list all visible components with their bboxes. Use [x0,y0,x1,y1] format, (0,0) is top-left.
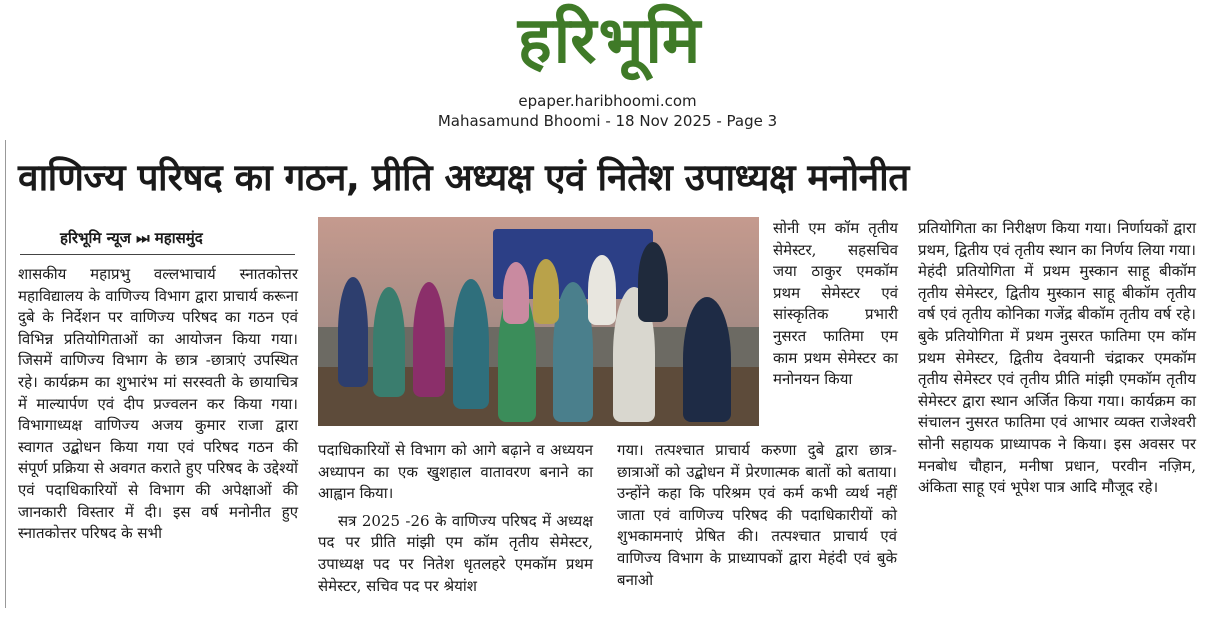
paragraph: पदाधिकारियों से विभाग को आगे बढ़ाने व अध्ययन अध्यापन का एक खुशहाल वातावरण बनाने का आह्वान किया। [318,441,593,503]
person-figure [338,277,368,387]
person-figure [503,262,529,324]
paragraph: प्रतियोगिता का निरीक्षण किया गया। निर्णायकों द्वारा प्रथम, द्वितीय एवं तृतीय स्थान का निर्णय लिया गया। मेहंदी प्रतियोगिता में प्रथम मुस्कान साहू बीकॉम तृतीय सेमेस्टर, द्वितीय मुस्कान साहू बीकॉम तृतीय वर्ष एवं तृतीय कोनिका गजेंद्र बीकॉम तृतीय वर्ष रहे। बुके प्रतियोगिता में प्रथम नुसरत फातिमा एम कॉम प्रथम सेमेस्टर, द्वितीय देवयानी चंद्राकर एमकॉम तृतीय सेमेस्टर एवं तृतीय प्रीति मांझी एमकॉम तृतीय सेमेस्टर द्वारा स्थान अर्जित किया गया। कार्यक्रम का संचालन नुसरत फातिमा एवं आभार व्यक्त राजेश्वरी सोनी सहायक प्राध्यापक ने किया। इस अवसर पर मनबोध चौहान, मनीषा प्रधान, परवीन नज़िम, अंकिता साहू एवं भूपेश पात्र आदि मौजूद रहे। [918,219,1196,497]
person-figure [373,287,405,397]
article-column-3-bottom [617,440,897,591]
event-photo [318,217,759,426]
article-headline: वाणिज्य परिषद का गठन, प्रीति अध्यक्ष एवं नितेश उपाध्यक्ष मनोनीत [18,156,909,199]
person-figure [413,282,445,397]
person-figure [553,282,593,422]
article-column-2 [318,440,593,597]
article-column-4 [918,218,1196,499]
person-figure [683,297,731,422]
haribhoomi-logo: हरिभूमि [517,4,703,78]
byline: हरिभूमि न्यूज ⏭ महासमुंद [60,229,203,247]
person-figure [533,259,559,324]
paragraph: गया। तत्पश्चात प्राचार्य करुणा दुबे द्वारा छात्र-छात्राओं को उद्बोधन में प्रेरणात्मक बातों को बताया। उन्होंने कहा कि परिश्रम एवं कर्म कभी व्यर्थ नहीं जाता एवं वाणिज्य परिषद की पदाधिकारीयों को शुभकामनाएं प्रेषित की। तत्पश्चात प्राचार्य एवं वाणिज्य विभाग के प्राध्यापकों द्वारा मेहंदी एवं बुके बनाओ [617,441,897,589]
site-url[interactable]: epaper.haribhoomi.com [518,92,697,110]
person-figure [638,242,668,322]
person-figure [588,255,616,325]
person-figure [453,279,489,409]
paragraph: शासकीय महाप्रभु वल्लभाचार्य स्नातकोत्तर महाविद्यालय के वाणिज्य विभाग द्वारा प्राचार्य करूना दुबे के निर्देशन पर वाणिज्य परिषद का गठन एवं विभिन्न प्रतियोगिताओं का आयोजन किया गया। जिसमें वाणिज्य विभाग के छात्र -छात्राएं उपस्थित रहे। कार्यक्रम का शुभारंभ मां सरस्वती के छायाचित्र में माल्यार्पण एवं दीप प्रज्वलन कर किया गया। विभागाध्यक्ष वाणिज्य अजय कुमार राजा द्वारा स्वागत उद्बोधन किया गया एवं परिषद गठन की संपूर्ण प्रक्रिया से अवगत कराते हुए परिषद के उद्देश्यों एवं पदाधिकारियों से विभाग की अपेक्षाओं की जानकारी विस्तार में दी। इस वर्ष मनोनीत हुए स्नातकोत्तर परिषद के सभी [18,265,298,543]
paragraph: सोनी एम कॉम तृतीय सेमेस्टर, सहसचिव जया ठाकुर एमकॉम प्रथम सेमेस्टर एवं सांस्कृतिक प्रभारी नुसरत फातिमा एम काम प्रथम सेमेस्टर का मनोनयन किया [773,219,898,389]
edition-line: Mahasamund Bhoomi - 18 Nov 2025 - Page 3 [437,112,778,130]
masthead [0,0,1215,135]
left-border-rule [5,140,6,608]
article-column-3-top [773,218,898,391]
byline-rule [20,254,295,255]
article-column-1 [18,264,298,545]
paragraph: सत्र 2025 -26 के वाणिज्य परिषद में अध्यक्ष पद पर प्रीति मांझी एम कॉम तृतीय सेमेस्टर, उपाध्यक्ष पद पर नितेश धृतलहरे एमकॉम प्रथम सेमेस्टर, सचिव पद पर श्रेयांश [318,511,593,595]
